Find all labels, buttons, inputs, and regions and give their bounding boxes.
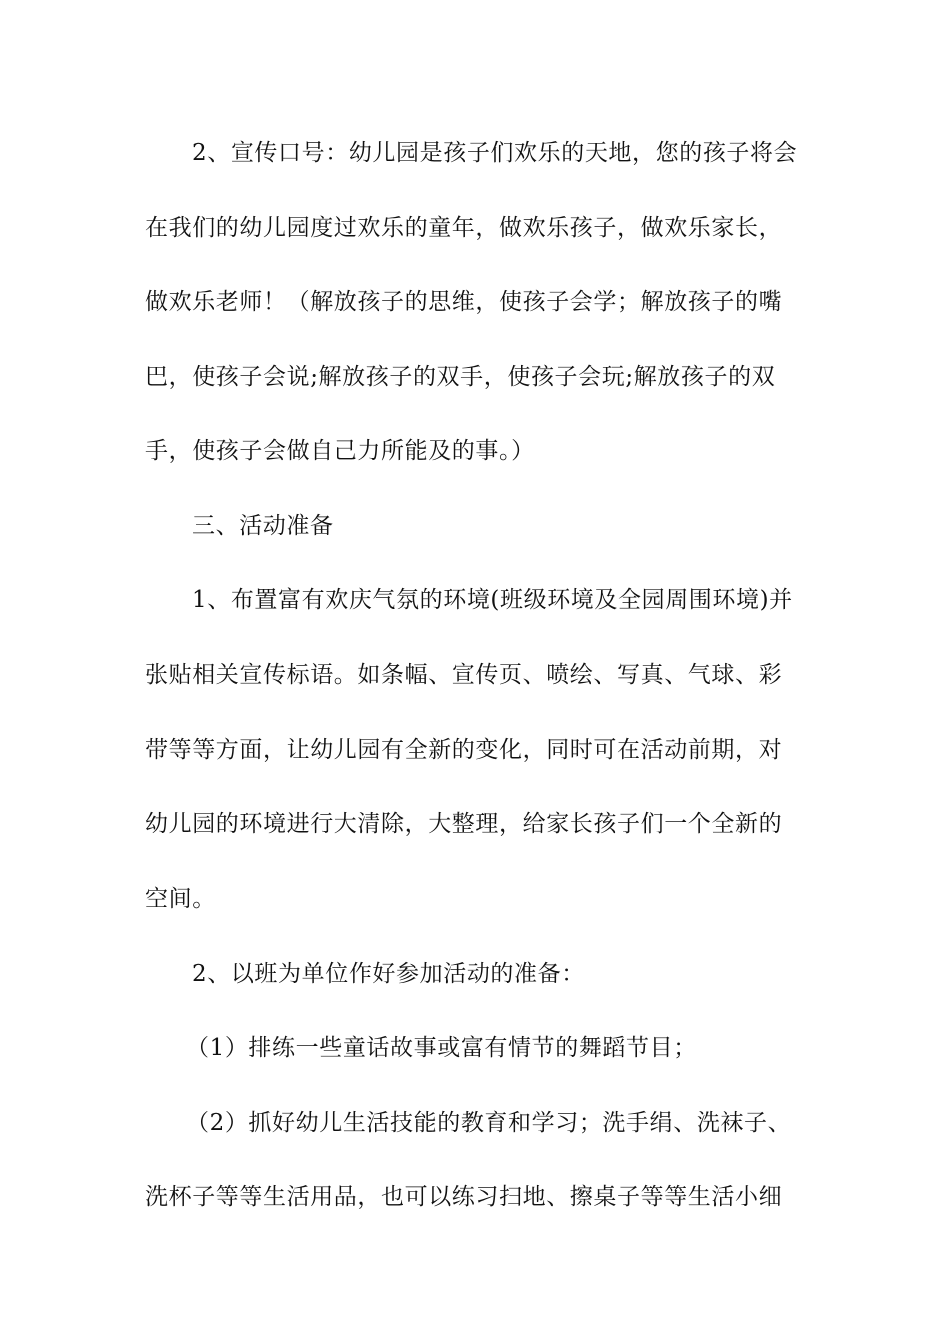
paragraph-environment-line-1: 1、布置富有欢庆气氛的环境(班级环境及全园周围环境)并 <box>192 587 793 613</box>
list-item-2-line-1: （2）抓好幼儿生活技能的教育和学习；洗手绢、洗袜子、 <box>186 1110 792 1136</box>
list-item-1: （1）排练一些童话故事或富有情节的舞蹈节目； <box>186 1035 697 1061</box>
paragraph-environment-line-2: 张贴相关宣传标语。如条幅、宣传页、喷绘、写真、气球、彩 <box>145 662 783 688</box>
paragraph-slogan-line-3: 做欢乐老师！（解放孩子的思维，使孩子会学；解放孩子的嘴 <box>145 289 783 315</box>
paragraph-environment-line-5: 空间。 <box>145 886 216 912</box>
paragraph-slogan-line-1: 2、宣传口号：幼儿园是孩子们欢乐的天地，您的孩子将会 <box>192 140 798 166</box>
paragraph-slogan-line-5: 手，使孩子会做自己力所能及的事。） <box>145 438 535 464</box>
paragraph-slogan-line-2: 在我们的幼儿园度过欢乐的童年，做欢乐孩子，做欢乐家长， <box>145 215 783 241</box>
section-heading: 三、活动准备 <box>192 513 334 539</box>
paragraph-environment-line-3: 带等等方面，让幼儿园有全新的变化，同时可在活动前期，对 <box>145 737 783 763</box>
list-item-2-line-2: 洗杯子等等生活用品，也可以练习扫地、擦桌子等等生活小细 <box>145 1184 783 1210</box>
paragraph-slogan-line-4: 巴，使孩子会说;解放孩子的双手，使孩子会玩;解放孩子的双 <box>145 364 776 390</box>
paragraph-environment-line-4: 幼儿园的环境进行大清除，大整理，给家长孩子们一个全新的 <box>145 811 783 837</box>
paragraph-class-prep: 2、以班为单位作好参加活动的准备： <box>192 961 585 987</box>
